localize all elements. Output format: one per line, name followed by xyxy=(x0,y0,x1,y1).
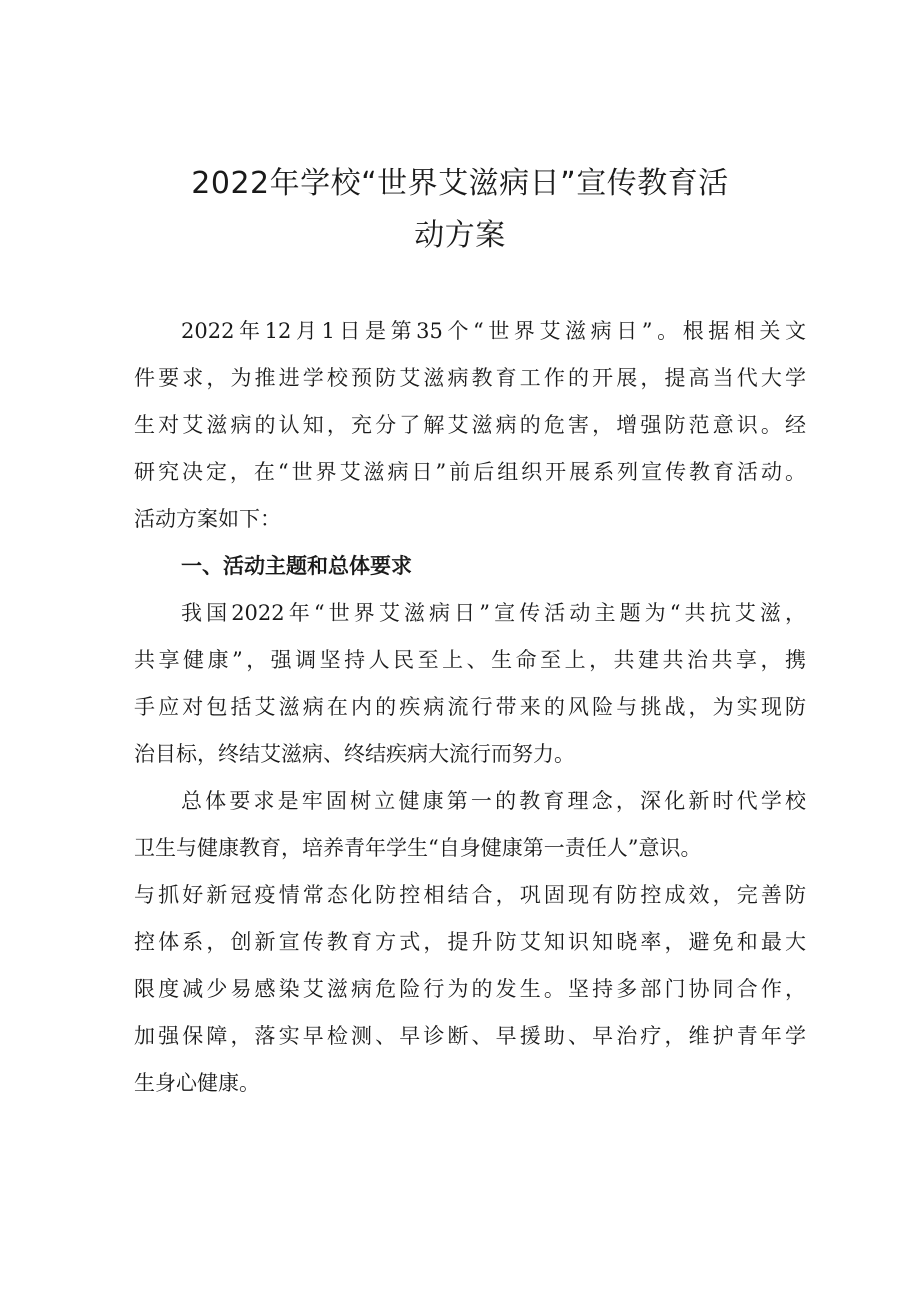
section-1-heading xyxy=(134,543,806,590)
requirements-line-6: 加强保障，落实早检测、早诊断、早援助、早治疗，维护青年学 xyxy=(134,1024,806,1048)
section-1-heading-text: 一、活动主题和总体要求 xyxy=(181,554,412,578)
theme-line-4: 治目标，终结艾滋病、终结疾病大流行而努力。 xyxy=(134,742,575,766)
intro-line-3: 生对艾滋病的认知，充分了解艾滋病的危害，增强防范意识。经 xyxy=(134,413,806,437)
intro-line-1: 2022年12月1日是第35个“世界艾滋病日”。根据相关文 xyxy=(181,319,806,343)
intro-line-4: 研究决定，在“世界艾滋病日”前后组织开展系列宣传教育活动。 xyxy=(134,460,806,484)
theme-line-2: 共享健康”，强调坚持人民至上、生命至上，共建共治共享，携 xyxy=(134,648,806,672)
requirements-line-3: 与抓好新冠疫情常态化防控相结合，巩固现有防控成效，完善防 xyxy=(134,883,806,907)
requirements-line-4: 控体系，创新宣传教育方式，提升防艾知识知晓率，避免和最大 xyxy=(134,930,806,954)
intro-line-2: 件要求，为推进学校预防艾滋病教育工作的开展，提高当代大学 xyxy=(134,366,806,390)
document-title xyxy=(0,158,920,262)
requirements-line-7: 生身心健康。 xyxy=(134,1071,260,1095)
title-line-2: 动方案 xyxy=(414,218,506,253)
intro-line-5: 活动方案如下： xyxy=(134,507,281,531)
title-line-1: 2022年学校“世界艾滋病日”宣传教育活 xyxy=(191,166,729,201)
document-body xyxy=(134,308,806,1107)
theme-line-1: 我国2022年“世界艾滋病日”宣传活动主题为“共抗艾滋， xyxy=(181,601,806,625)
requirements-paragraph xyxy=(134,778,806,1107)
theme-paragraph xyxy=(134,590,806,778)
requirements-line-2: 卫生与健康教育，培养青年学生“自身健康第一责任人”意识。 xyxy=(134,836,702,860)
theme-line-3: 手应对包括艾滋病在内的疾病流行带来的风险与挑战，为实现防 xyxy=(134,695,806,719)
requirements-line-5: 限度减少易感染艾滋病危险行为的发生。坚持多部门协同合作， xyxy=(134,977,806,1001)
requirements-line-1: 总体要求是牢固树立健康第一的教育理念，深化新时代学校 xyxy=(181,789,806,813)
intro-paragraph xyxy=(134,308,806,543)
